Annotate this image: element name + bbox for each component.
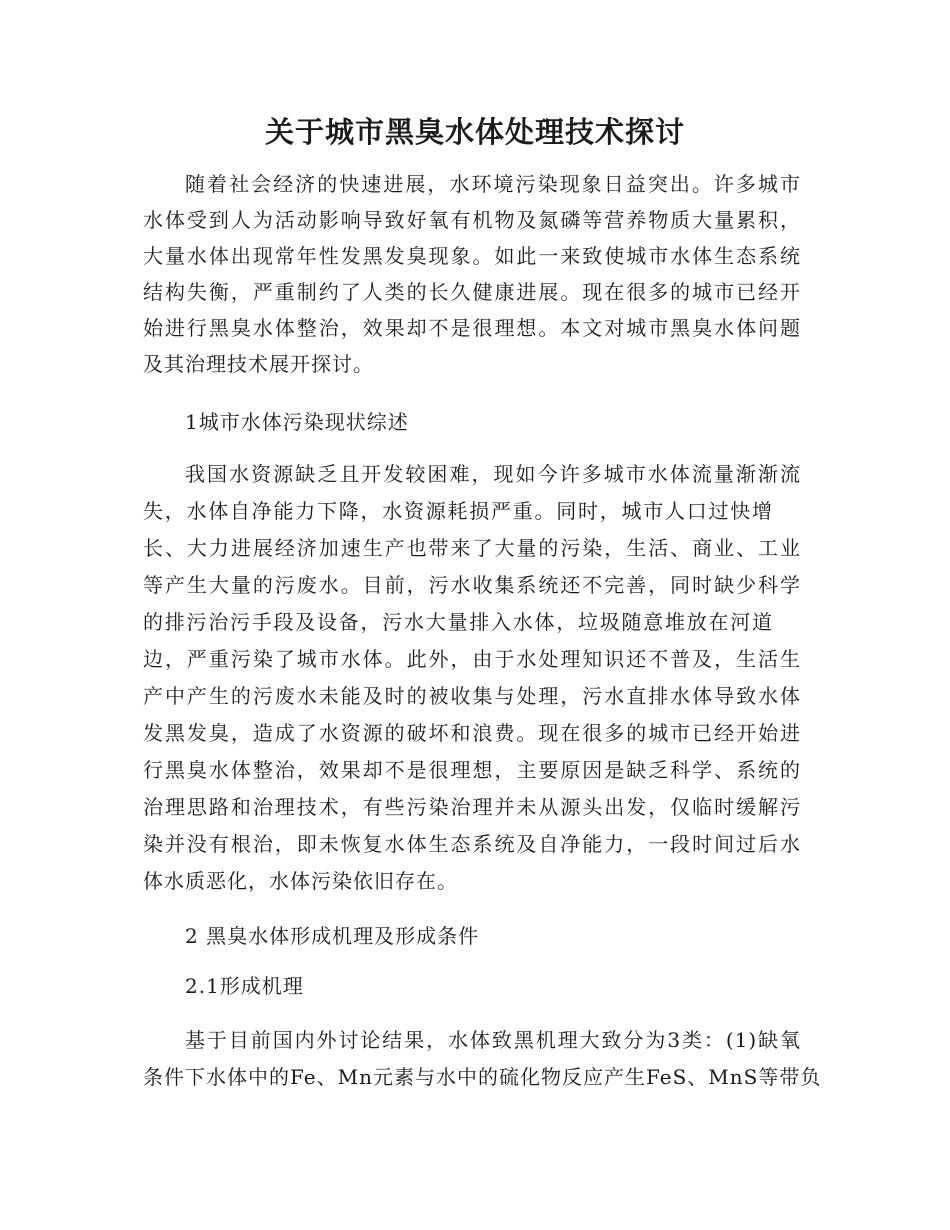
paragraph-line: 染并没有根治，即未恢复水体生态系统及自净能力，一段时间过后水 <box>143 832 801 856</box>
paragraph-line: 的排污治污手段及设备，污水大量排入水体，垃圾随意堆放在河道 <box>143 610 773 634</box>
paragraph-line: 行黑臭水体整治，效果却不是很理想，主要原因是缺乏科学、系统的 <box>143 758 801 782</box>
paragraph-line: 治理思路和治理技术，有些污染治理并未从源头出发，仅临时缓解污 <box>143 795 801 819</box>
paragraph-line: 发黑发臭，造成了水资源的破坏和浪费。现在很多的城市已经开始进 <box>143 721 801 745</box>
paragraph-line: 等产生大量的污废水。目前，污水收集系统还不完善，同时缺少科学 <box>143 573 801 597</box>
paragraph-line: 失，水体自净能力下降，水资源耗损严重。同时，城市人口过快增 <box>143 499 773 523</box>
section-heading: 1城市水体污染现状综述 <box>185 410 409 434</box>
section-heading: 2 黑臭水体形成机理及形成条件 <box>185 924 480 948</box>
paragraph-line: 大量水体出现常年性发黑发臭现象。如此一来致使城市水体生态系统 <box>143 244 801 268</box>
paragraph-line: 结构失衡，严重制约了人类的长久健康进展。现在很多的城市已经开 <box>143 280 801 304</box>
paragraph-line: 条件下水体中的Fe、Mn元素与水中的硫化物反应产生FeS、MnS等带负 <box>143 1065 822 1089</box>
paragraph-line: 长、大力进展经济加速生产也带来了大量的污染，生活、商业、工业 <box>143 536 801 560</box>
paragraph-line: 水体受到人为活动影响导致好氧有机物及氮磷等营养物质大量累积， <box>143 208 801 232</box>
paragraph-line: 及其治理技术展开探讨。 <box>143 352 374 376</box>
paragraph-line: 我国水资源缺乏且开发较困难，现如今许多城市水体流量渐渐流 <box>185 462 801 486</box>
subsection-heading: 2.1形成机理 <box>185 974 304 998</box>
paragraph-line: 随着社会经济的快速进展，水环境污染现象日益突出。许多城市 <box>185 172 801 196</box>
paragraph-line: 产中产生的污废水未能及时的被收集与处理，污水直排水体导致水体 <box>143 684 801 708</box>
document-title: 关于城市黑臭水体处理技术探讨 <box>264 115 685 149</box>
paragraph-line: 边，严重污染了城市水体。此外，由于水处理知识还不普及，生活生 <box>143 647 801 671</box>
paragraph-line: 始进行黑臭水体整治，效果却不是很理想。本文对城市黑臭水体问题 <box>143 316 801 340</box>
paragraph-line: 基于目前国内外讨论结果，水体致黑机理大致分为3类：(1)缺氧 <box>185 1028 801 1052</box>
paragraph-line: 体水质恶化，水体污染依旧存在。 <box>143 869 458 893</box>
